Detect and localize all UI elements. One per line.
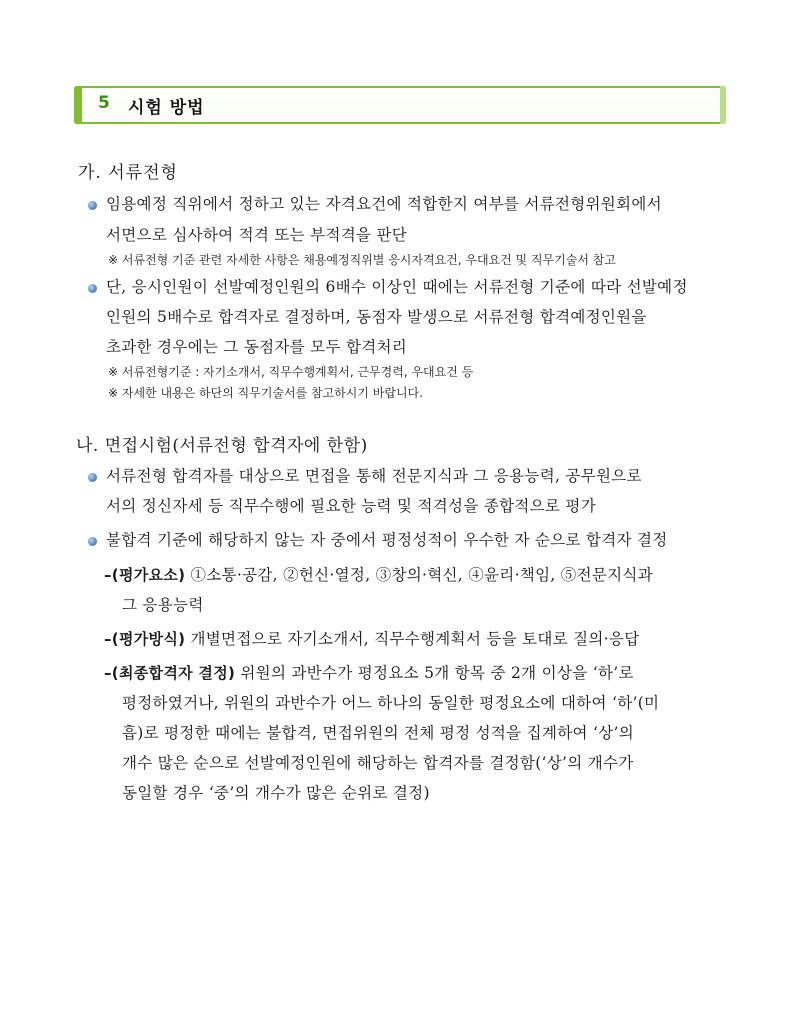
bullet-icon <box>88 284 97 293</box>
paragraph-line: 그 응용능력 <box>122 596 204 614</box>
note: ※ 자세한 내용은 하단의 직무기술서를 참고하시기 바랍니다. <box>108 386 423 400</box>
paragraph-line: 흡)로 평정한 때에는 불합격, 면접위원의 전체 평정 성적을 집계하여 ‘상’의 <box>122 724 634 742</box>
paragraph-line: 초과한 경우에는 그 동점자를 모두 합격처리 <box>106 338 408 356</box>
section-number: 5 <box>98 93 110 113</box>
paragraph-line: 서의 정신자세 등 직무수행에 필요한 능력 및 적격성을 종합적으로 평가 <box>106 497 596 515</box>
paragraph-line: 임용예정 직위에서 정하고 있는 자격요건에 적합한지 여부를 서류전형위원회에서 <box>106 195 662 213</box>
paragraph-line: 개수 많은 순으로 선발예정인원에 해당하는 합격자를 결정함(‘상’의 개수가 <box>122 754 634 772</box>
paragraph-line: 동일할 경우 ‘중’의 개수가 많은 순위로 결정) <box>122 784 430 802</box>
detail-final-decision <box>104 661 634 683</box>
bullet-icon <box>88 537 97 546</box>
paragraph-line: 불합격 기준에 해당하지 않는 자 중에서 평정성적이 우수한 자 순으로 합격자 결정 <box>106 531 668 549</box>
paragraph-line: 인원의 5배수로 합격자로 결정하며, 동점자 발생으로 서류전형 합격예정인원을 <box>106 308 647 326</box>
detail-label: –(최종합격자 결정) <box>104 664 236 682</box>
heading-document-screening: 가. 서류전형 <box>78 163 178 183</box>
section-header <box>74 86 726 124</box>
detail-label: –(평가방식) <box>104 630 186 648</box>
section-title: 시험 방법 <box>128 98 205 118</box>
paragraph-line: 서면으로 심사하여 적격 또는 부적격을 판단 <box>106 226 408 244</box>
bullet-icon <box>88 201 97 210</box>
detail-text: 위원의 과반수가 평정요소 5개 항목 중 2개 이상을 ‘하’로 <box>235 664 634 682</box>
detail-evaluation-method <box>104 627 639 649</box>
paragraph-line: 평정하였거나, 위원의 과반수가 어느 하나의 동일한 평정요소에 대하여 ‘하’(미 <box>122 694 660 712</box>
paragraph-line: 서류전형 합격자를 대상으로 면접을 통해 전문지식과 그 응용능력, 공무원으로 <box>106 467 642 485</box>
detail-evaluation-elements <box>104 563 653 585</box>
paragraph-line: 단, 응시인원이 선발예정인원의 6배수 이상인 때에는 서류전형 기준에 따라 선발예정 <box>106 278 688 296</box>
detail-text: ①소통·공감, ②헌신·열정, ③창의·혁신, ④윤리·책임, ⑤전문지식과 <box>185 566 653 584</box>
bullet-icon <box>88 473 97 482</box>
detail-label: –(평가요소) <box>104 566 186 584</box>
note: ※ 서류전형기준 : 자기소개서, 직무수행계획서, 근무경력, 우대요건 등 <box>108 365 474 379</box>
heading-interview: 나. 면접시험(서류전형 합격자에 한함) <box>76 436 368 456</box>
note: ※ 서류전형 기준 관련 자세한 사항은 채용예정직위별 응시자격요건, 우대요건 및 직무기술서 참고 <box>108 253 616 267</box>
detail-text: 개별면접으로 자기소개서, 직무수행계획서 등을 토대로 질의·응답 <box>185 630 640 648</box>
